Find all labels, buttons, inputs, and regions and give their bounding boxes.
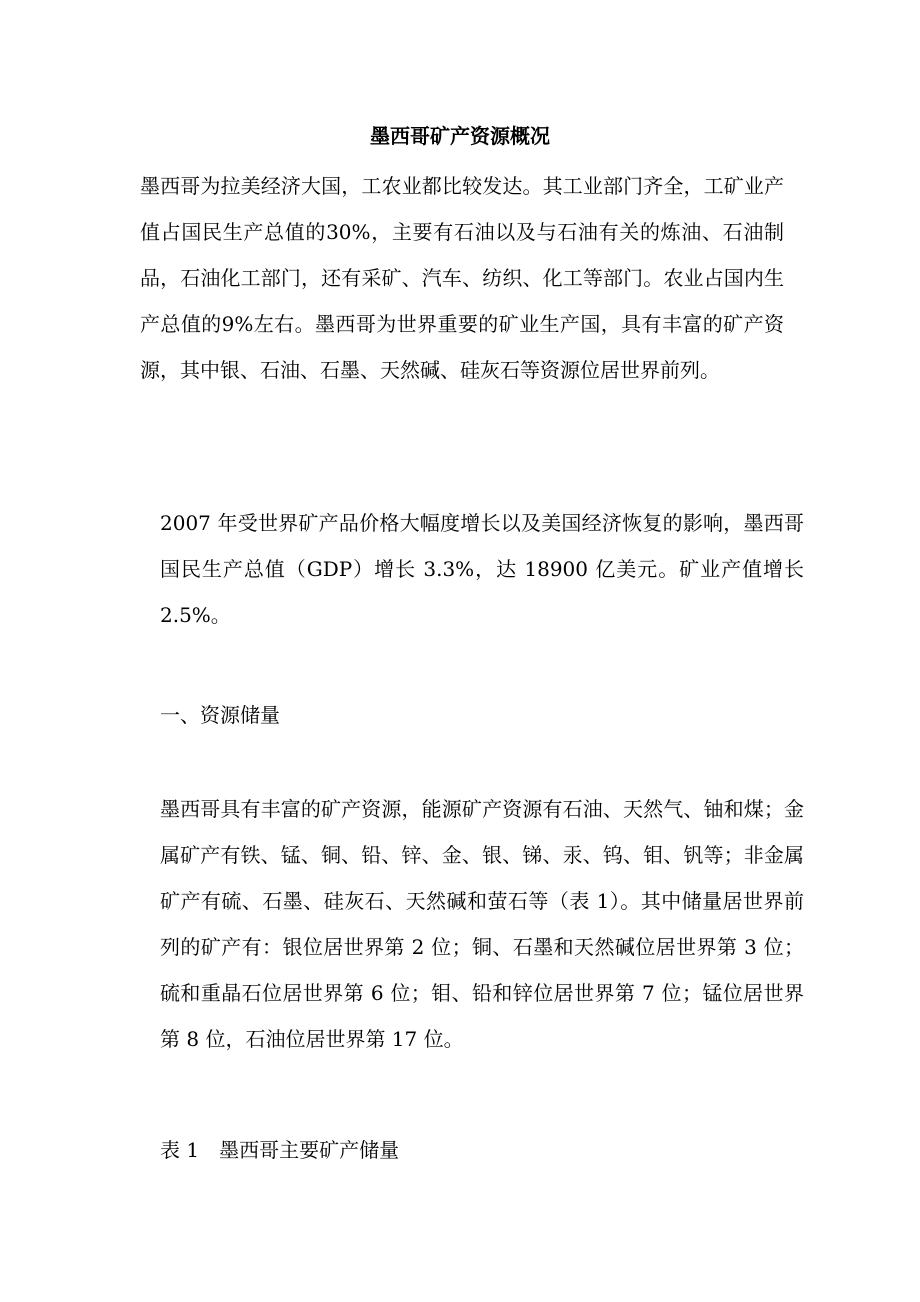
section-heading: 一、资源储量 [160,703,280,727]
gdp-paragraph: 2007 年受世界矿产品价格大幅度增长以及美国经济恢复的影响，墨西哥国民生产总值（GDP）增长 3.3%，达 18900 亿美元。矿业产值增长 2.5%。 [160,511,804,627]
reserves-paragraph: 墨西哥具有丰富的矿产资源，能源矿产资源有石油、天然气、铀和煤；金属矿产有铁、锰、铜、铅、锌、金、银、锑、汞、钨、钼、钒等；非金属矿产有硫、石墨、硅灰石、天然碱和萤石等（表 1）。其中储量居世界前列的矿产有：银位居世界第 2 位；铜、石墨和天然碱位居世界第 3 位；硫和重晶石位居世界第 6 位；钼、铅和锌位居世界第 7 位；锰位居世界第 8 位，石油位居世界第 17 位。 [160,797,804,1051]
table-caption: 表 1 墨西哥主要矿产储量 [160,1138,400,1162]
document-title: 墨西哥矿产资源概况 [370,124,550,148]
intro-paragraph: 墨西哥为拉美经济大国，工农业都比较发达。其工业部门齐全，工矿业产值占国民生产总值的30%，主要有石油以及与石油有关的炼油、石油制品，石油化工部门，还有采矿、汽车、纺织、化工等部门。农业占国内生产总值的9%左右。墨西哥为世界重要的矿业生产国，具有丰富的矿产资源，其中银、石油、石墨、天然碱、硅灰石等资源位居世界前列。 [140,174,784,382]
